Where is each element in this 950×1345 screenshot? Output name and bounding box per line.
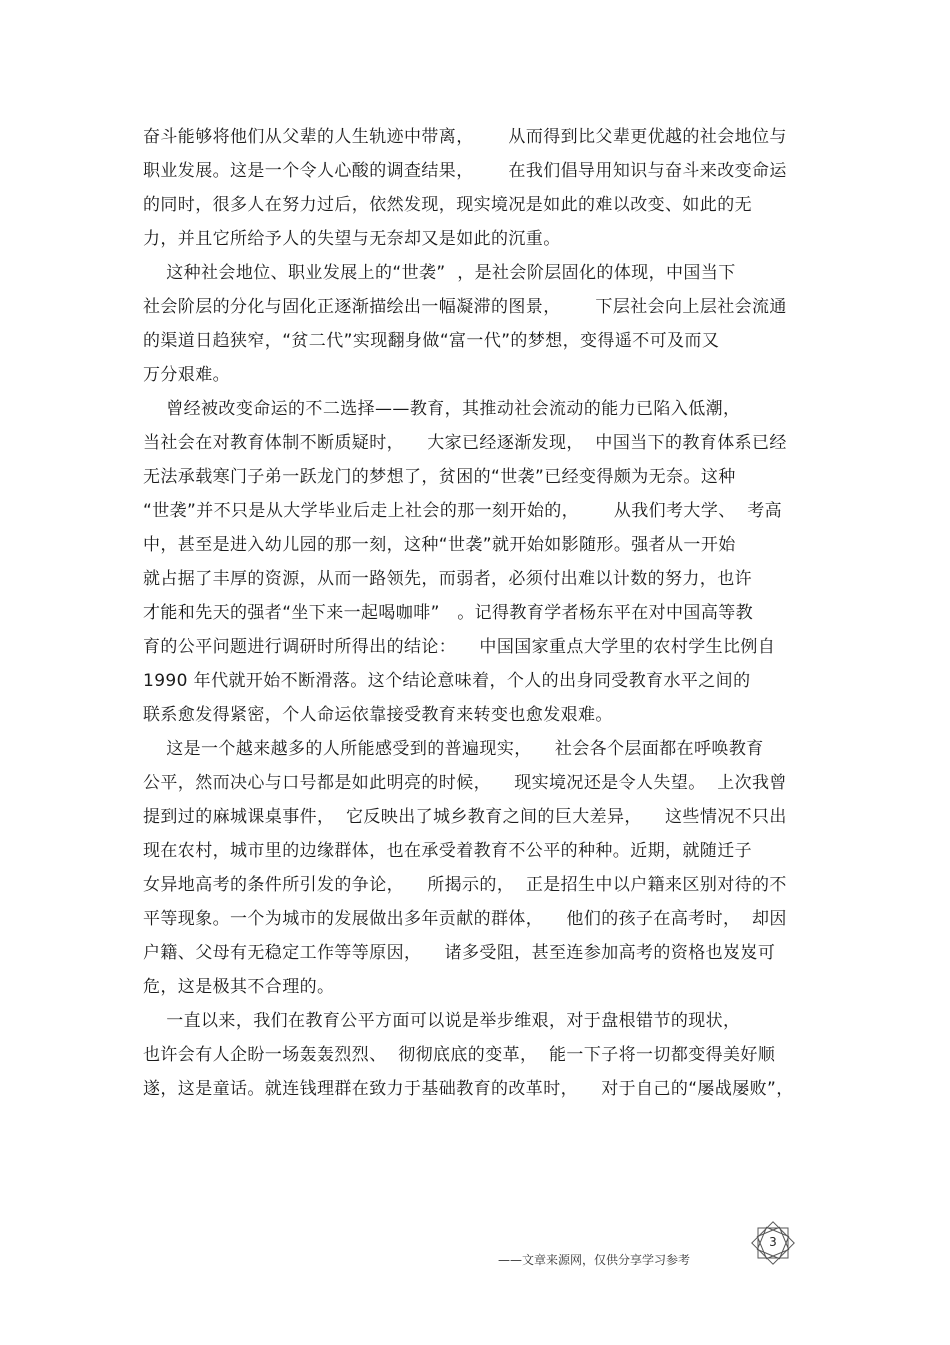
text-line: 的渠道日趋狭窄，“贫二代”实现翻身做“富一代”的梦想，变得遥不可及而又 [143,331,720,351]
text-line: 力，并且它所给予人的失望与无奈却又是如此的沉重。 [143,229,561,249]
text-line: 危，这是极其不合理的。 [143,977,335,997]
text-line: 万分艰难。 [143,365,230,385]
text-line: 职业发展。这是一个令人心酸的调查结果， 在我们倡导用知识与奋斗来改变命运 [143,161,787,181]
footer-source-note: ——文章来源网，仅供分享学习参考 [498,1253,691,1267]
text-line: 中，甚至是进入幼儿园的那一刻，这种“世袭”就开始如影随形。强者从一开始 [143,535,736,555]
text-line: 就占据了丰厚的资源，从而一路领先，而弱者，必须付出难以计数的努力，也许 [143,569,752,589]
text-line: 户籍、父母有无稳定工作等等原因， 诸多受阻，甚至连参加高考的资格也岌岌可 [143,943,776,963]
text-line: 提到过的麻城课桌事件， 它反映出了城乡教育之间的巨大差异， 这些情况不只出 [143,807,787,827]
text-line: 才能和先天的强者“坐下来一起喝咖啡” 。记得教育学者杨东平在对中国高等教 [143,603,754,623]
text-line: 也许会有人企盼一场轰轰烈烈、 彻彻底底的变革， 能一下子将一切都变得美好顺 [143,1045,776,1065]
text-line: 当社会在对教育体制不断质疑时， 大家已经逐渐发现， 中国当下的教育体系已经 [143,433,787,453]
text-line: 联系愈发得紧密，个人命运依靠接受教育来转变也愈发艰难。 [143,705,613,725]
text-line: 平等现象。一个为城市的发展做出多年贡献的群体， 他们的孩子在高考时， 却因 [143,909,787,929]
text-line: 这种社会地位、职业发展上的“世袭” ，是社会阶层固化的体现，中国当下 [143,263,736,283]
text-line: 1990 年代就开始不断滑落。这个结论意味着，个人的出身同受教育水平之间的 [143,671,751,691]
text-line: 一直以来，我们在教育公平方面可以说是举步维艰，对于盘根错节的现状， [143,1011,741,1031]
text-line: 这是一个越来越多的人所能感受到的普遍现实， 社会各个层面都在呼唤教育 [143,739,764,759]
text-line: “世袭”并不只是从大学毕业后走上社会的那一刻开始的， 从我们考大学、 考高 [143,501,783,521]
text-line: 女异地高考的条件所引发的争论， 所揭示的， 正是招生中以户籍来区别对待的不 [143,875,787,895]
text-line: 的同时，很多人在努力过后，依然发现，现实境况是如此的难以改变、如此的无 [143,195,752,215]
text-line: 公平，然而决心与口号都是如此明亮的时候， 现实境况还是令人失望。 上次我曾 [143,773,787,793]
text-line: 无法承载寒门子弟一跃龙门的梦想了，贫困的“世袭”已经变得颇为无奈。这种 [143,467,736,487]
text-line: 曾经被改变命运的不二选择——教育，其推动社会流动的能力已陷入低潮， [143,399,741,419]
text-line: 育的公平问题进行调研时所得出的结论： 中国国家重点大学里的农村学生比例自 [143,637,776,657]
text-line: 奋斗能够将他们从父辈的人生轨迹中带离， 从而得到比父辈更优越的社会地位与 [143,127,787,147]
page-number: 3 [769,1235,777,1249]
text-line: 社会阶层的分化与固化正逐渐描绘出一幅凝滞的图景， 下层社会向上层社会流通 [143,297,787,317]
text-line: 遂，这是童话。就连钱理群在致力于基础教育的改革时， 对于自己的“屡战屡败”， [143,1079,794,1099]
text-line: 现在农村，城市里的边缘群体，也在承受着教育不公平的种种。近期，就随迁子 [143,841,752,861]
